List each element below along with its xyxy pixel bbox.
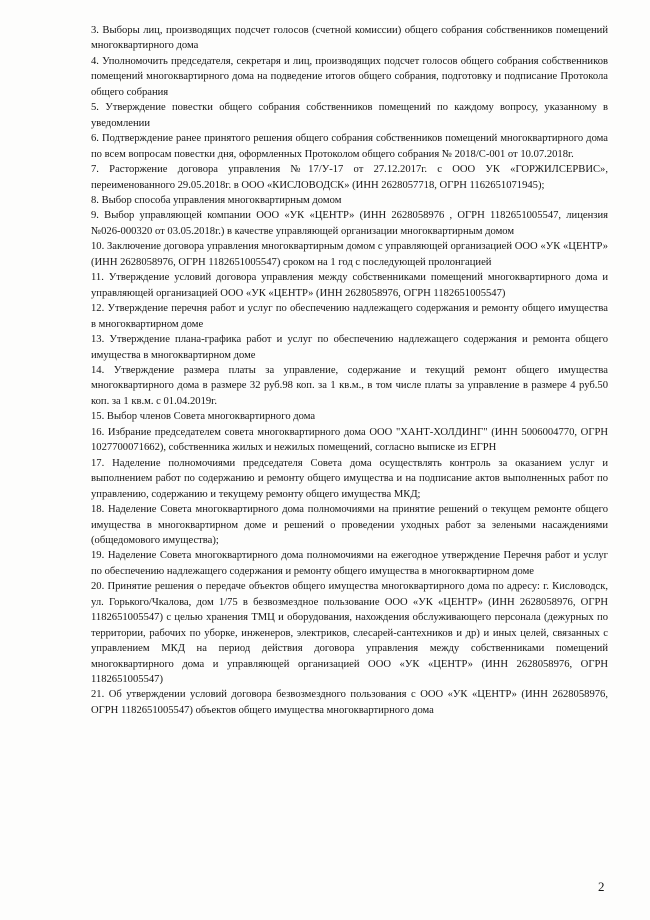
agenda-item-12: 12. Утверждение перечня работ и услуг по обеспечению надлежащего содержания и ремонту общего имущества в многоквартирном доме bbox=[91, 303, 608, 330]
agenda-item-19: 19. Наделение Совета многоквартирного дома полномочиями на ежегодное утверждение Перечня работ и услуг по обеспечению надлежащего содержания и ремонту общего имущества в многоквартирном доме bbox=[91, 550, 608, 577]
agenda-item-15: 15. Выбор членов Совета многоквартирного дома bbox=[91, 411, 316, 423]
agenda-item-18: 18. Наделение Совета многоквартирного дома полномочиями на принятие решений о текущем ремонте общего имущества в многоквартирном доме и решений о проведении уходных работ за зелеными насаждениями (общедомового имущества); bbox=[91, 504, 608, 546]
agenda-item-9: 9. Выбор управляющей компании ООО «УК «ЦЕНТР» (ИНН 2628058976 , ОГРН 1182651005547, лицензия №026-000320 от 03.05.2018г.) в качестве управляющей организации многоквартирным домом bbox=[91, 210, 608, 237]
agenda-item-21: 21. Об утверждении условий договора безвозмездного пользования с ООО «УК «ЦЕНТР» (ИНН 2628058976, ОГРН 1182651005547) объектов общего имущества многоквартирного дома bbox=[91, 689, 608, 716]
agenda-item-16: 16. Избрание председателем совета многоквартирного дома ООО "ХАНТ-ХОЛДИНГ" (ИНН 5006004770, ОГРН 1027700071662), собственника жилых и нежилых помещений, согласно выписке из ЕГРН bbox=[91, 426, 608, 454]
agenda-item-14: 14. Утверждение размера платы за управление, содержание и текущий ремонт общего имущества многоквартирного дома в размере 32 руб.98 коп. за 1 кв.м., в том числе платы за управление в размере 4 руб.50 коп. за 1 кв.м. с 01.04.2019г. bbox=[91, 364, 608, 407]
agenda-item-4: 4. Уполномочить председателя, секретаря и лиц, производящих подсчет голосов общего собрания собственников помещений многоквартирного дома на подведение итогов общего собрания, подготовку и подписание Протокола общего собрания bbox=[91, 55, 608, 98]
page-number: 2 bbox=[598, 879, 605, 894]
agenda-item-20: 20. Принятие решения о передаче объектов общего имущества многоквартирного дома по адресу: г. Кисловодск, ул. Горького/Чкалова, дом 1/75 в безвозмездное пользование ООО «УК «ЦЕНТР» (ИНН 2628058976, ОГРН 1182651005547) с целью хранения ТМЦ и оборудования, нахождения обслуживающего персонала (дежурных по территории, рабочих по уборке, инженеров, электриков, слесарей-сантехников и др) и иных целей, связанных с управлением МКД на период действия договора управления между собственниками помещений многоквартирного дома и управляющей организацией ООО «УК «ЦЕНТР» (ИНН 2628058976, ОГРН 1182651005547) bbox=[91, 581, 608, 686]
agenda-item-3: 3. Выборы лиц, производящих подсчет голосов (счетной комиссии) общего собрания собственников помещений многоквартирного дома bbox=[91, 25, 608, 52]
agenda-list bbox=[91, 23, 608, 718]
agenda-item-5: 5. Утверждение повестки общего собрания собственников помещений по каждому вопросу, указанному в уведомлении bbox=[91, 102, 608, 129]
agenda-item-6: 6. Подтверждение ранее принятого решения общего собрания собственников помещений многоквартирного дома по всем вопросам повестки дня, оформленных Протоколом общего собрания № 2018/С-001 от 10.07.2018г. bbox=[91, 133, 608, 160]
agenda-item-10: 10. Заключение договора управления многоквартирным домом с управляющей организацией ООО «УК «ЦЕНТР» (ИНН 2628058976, ОГРН 1182651005547) сроком на 1 год с последующей пролонгацией bbox=[91, 241, 608, 268]
agenda-item-11: 11. Утверждение условий договора управления между собственниками помещений многоквартирного дома и управляющей организацией ООО «УК «ЦЕНТР» (ИНН 2628058976, ОГРН 1182651005547) bbox=[91, 272, 608, 299]
agenda-item-13: 13. Утверждение плана-графика работ и услуг по обеспечению надлежащего содержания и ремонта общего имущества в многоквартирном доме bbox=[91, 334, 608, 361]
agenda-item-17: 17. Наделение полномочиями председателя Совета дома осуществлять контроль за оказанием услуг и выполнением работ по содержанию и ремонту общего имущества и на подписание актов выполненных работ по управлению, содержанию и текущему ремонту общего имущества МКД; bbox=[91, 457, 608, 500]
agenda-item-8: 8. Выбор способа управления многоквартирным домом bbox=[91, 194, 342, 206]
agenda-item-7: 7. Расторжение договора управления №17/У-17 от 27.12.2017г. с ООО УК «ГОРЖИЛСЕРВИС», переименованного 29.05.2018г. в ООО «КИСЛОВОДСК» (ИНН 2628057718, ОГРН 1162651071945); bbox=[91, 164, 608, 191]
